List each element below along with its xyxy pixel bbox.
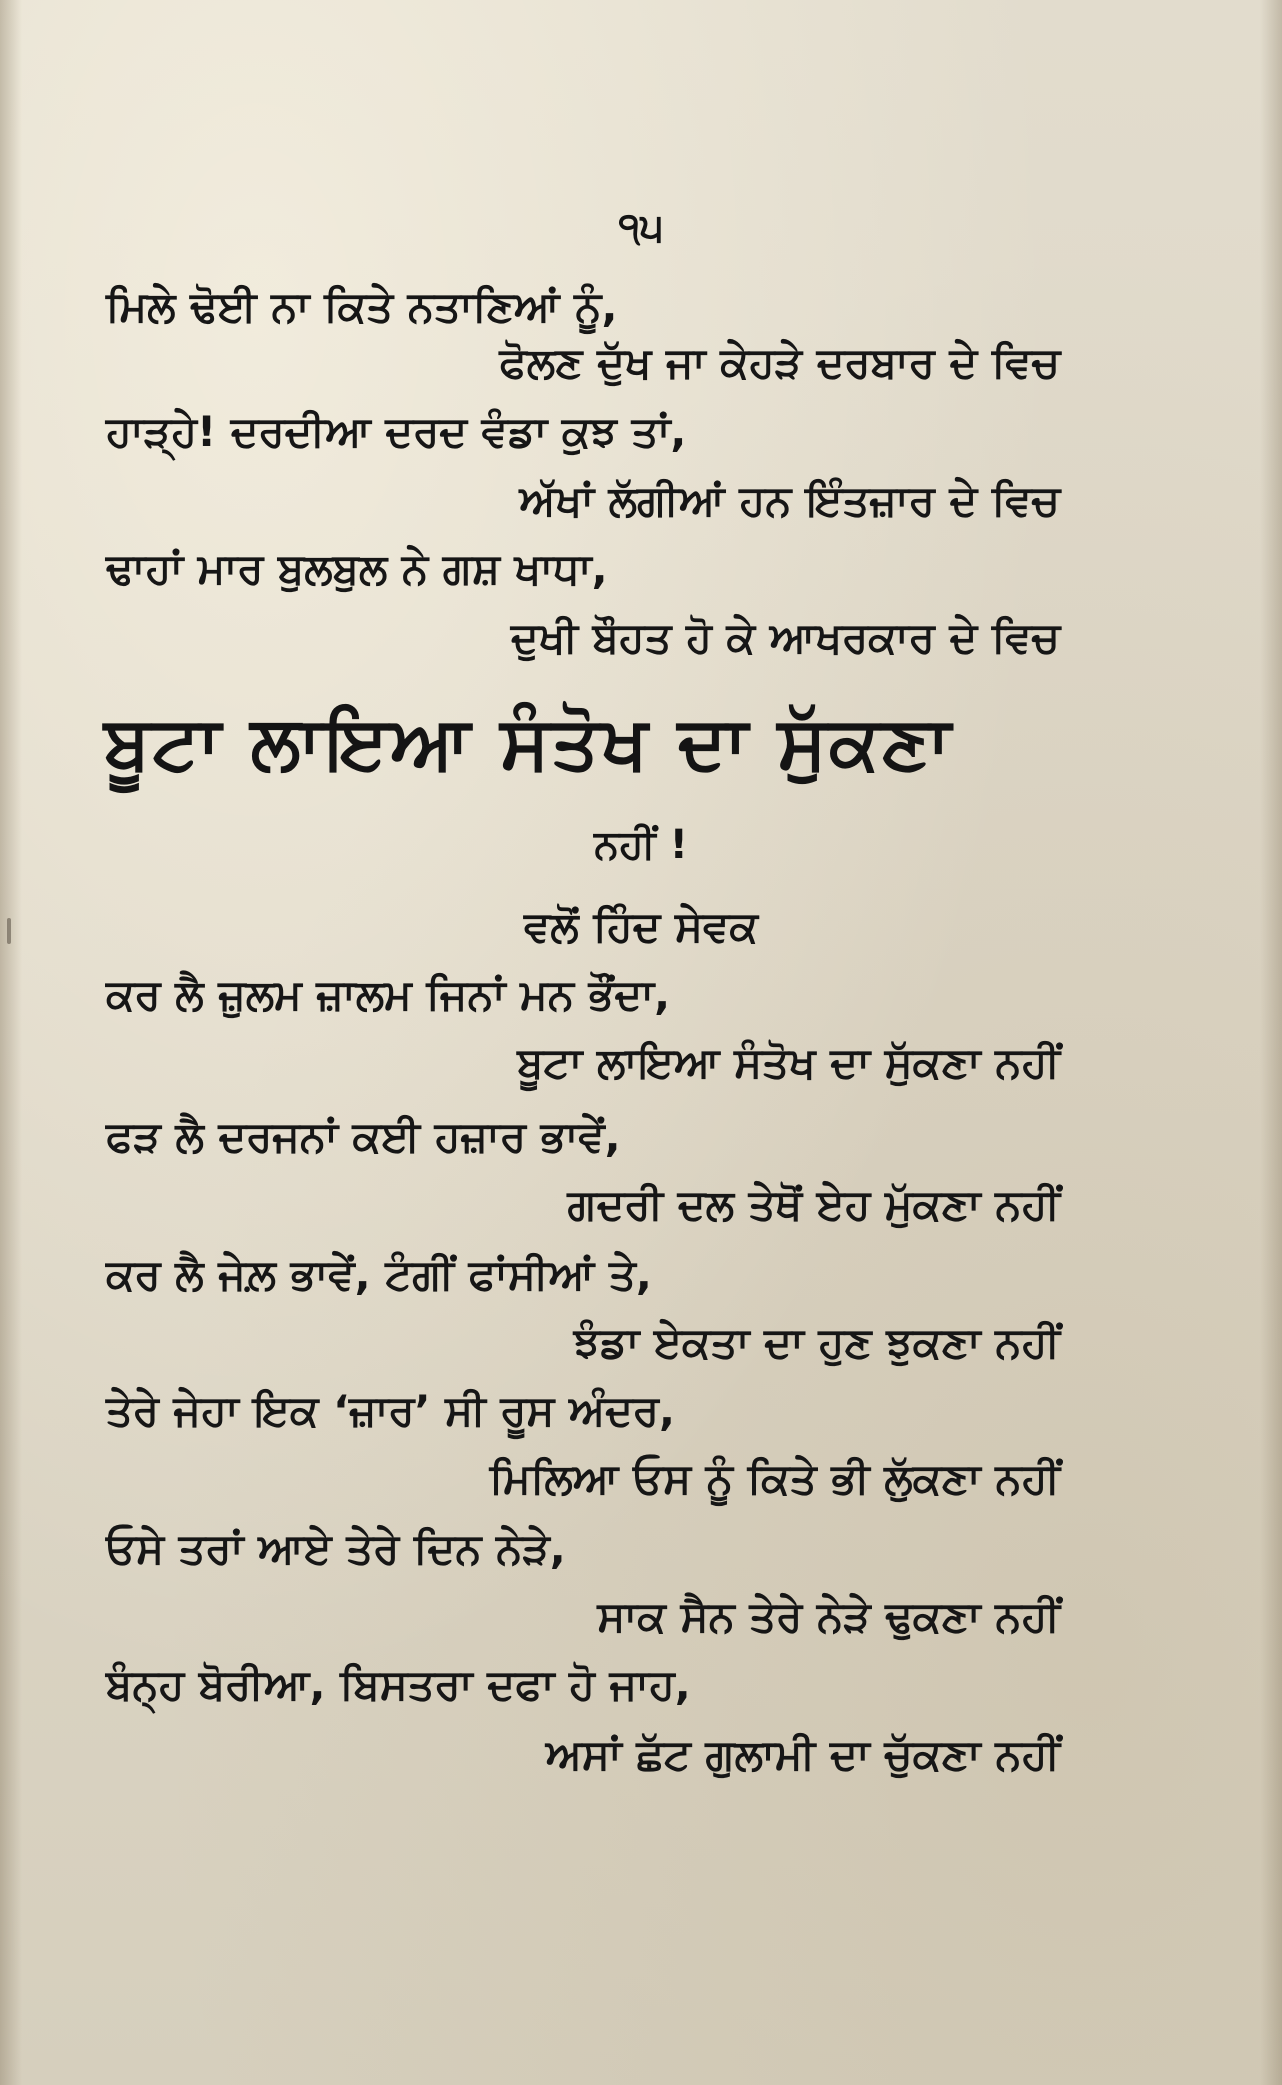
poem-line-5: ਕਰ ਲੈ ਜੇਲ਼ ਭਾਵੇਂ, ਟੰਗੀਂ ਫਾਂਸੀਆਂ ਤੇ, — [106, 1250, 652, 1299]
page-left-edge-shadow — [0, 0, 22, 2085]
poem-line-9: ਓਸੇ ਤਰਾਂ ਆਏ ਤੇਰੇ ਦਿਨ ਨੇੜੇ, — [106, 1524, 566, 1573]
poem-line-1: ਕਰ ਲੈ ਜ਼ੁਲਮ ਜ਼ਾਲਮ ਜਿਨਾਂ ਮਨ ਭੌਂਦਾ, — [106, 970, 671, 1019]
page-right-edge-shadow — [1260, 0, 1282, 2085]
verse-line-3: ਹਾੜ੍ਹੇ! ਦਰਦੀਆ ਦਰਦ ਵੰਡਾ ਕੁਝ ਤਾਂ, — [106, 407, 687, 456]
poem-line-3: ਫੜ ਲੈ ਦਰਜਨਾਂ ਕਈ ਹਜ਼ਾਰ ਭਾਵੇਂ, — [106, 1112, 621, 1161]
poem-line-4: ਗਦਰੀ ਦਲ ਤੇਥੋਂ ਏਹ ਮੁੱਕਣਾ ਨਹੀਂ — [567, 1180, 1060, 1229]
poem-line-11: ਬੰਨ੍ਹ ਬੋਰੀਆ, ਬਿਸਤਰਾ ਦਫਾ ਹੋ ਜਾਹ, — [106, 1660, 691, 1709]
poem-line-12: ਅਸਾਂ ਛੱਟ ਗੁਲਾਮੀ ਦਾ ਚੁੱਕਣਾ ਨਹੀਂ — [545, 1730, 1060, 1779]
poem-line-8: ਮਿਲਿਆ ਓਸ ਨੂੰ ਕਿਤੇ ਭੀ ਲੁੱਕਣਾ ਨਹੀਂ — [489, 1454, 1060, 1503]
verse-line-5: ਢਾਹਾਂ ਮਾਰ ਬੁਲਬੁਲ ਨੇ ਗਸ਼ ਖਾਧਾ, — [106, 544, 608, 593]
verse-line-6: ਦੁਖੀ ਬੌਹਤ ਹੋ ਕੇ ਆਖਰਕਾਰ ਦੇ ਵਿਚ — [510, 613, 1060, 662]
verse-line-4: ਅੱਖਾਂ ਲੱਗੀਆਂ ਹਨ ਇੰਤਜ਼ਾਰ ਦੇ ਵਿਚ — [519, 476, 1060, 525]
verse-line-2: ਫੋਲਣ ਦੁੱਖ ਜਾ ਕੇਹੜੇ ਦਰਬਾਰ ਦੇ ਵਿਚ — [499, 338, 1060, 387]
poem-line-6: ਝੰਡਾ ਏਕਤਾ ਦਾ ਹੁਣ ਝੁਕਣਾ ਨਹੀਂ — [573, 1318, 1060, 1367]
poem-line-2: ਬੂਟਾ ਲਾਇਆ ਸੰਤੋਖ ਦਾ ਸੁੱਕਣਾ ਨਹੀਂ — [517, 1038, 1060, 1087]
poem-line-7: ਤੇਰੇ ਜੇਹਾ ਇਕ ‘ਜ਼ਾਰ’ ਸੀ ਰੂਸ ਅੰਦਰ, — [106, 1386, 675, 1435]
poem-title-continuation: ਨਹੀਂ ! — [594, 822, 688, 868]
poem-title: ਬੂਟਾ ਲਾਇਆ ਸੰਤੋਖ ਦਾ ਸੁੱਕਣਾ — [104, 700, 953, 786]
byline: ਵਲੋਂ ਹਿੰਦ ਸੇਵਕ — [524, 902, 758, 951]
poem-line-10: ਸਾਕ ਸੈਨ ਤੇਰੇ ਨੇੜੇ ਢੁਕਣਾ ਨਹੀਂ — [597, 1592, 1060, 1641]
verse-line-1: ਮਿਲੇ ਢੋਈ ਨਾ ਕਿਤੇ ਨਤਾਣਿਆਂ ਨੂੰ, — [106, 282, 618, 331]
page-number: ੧੫ — [618, 205, 664, 251]
